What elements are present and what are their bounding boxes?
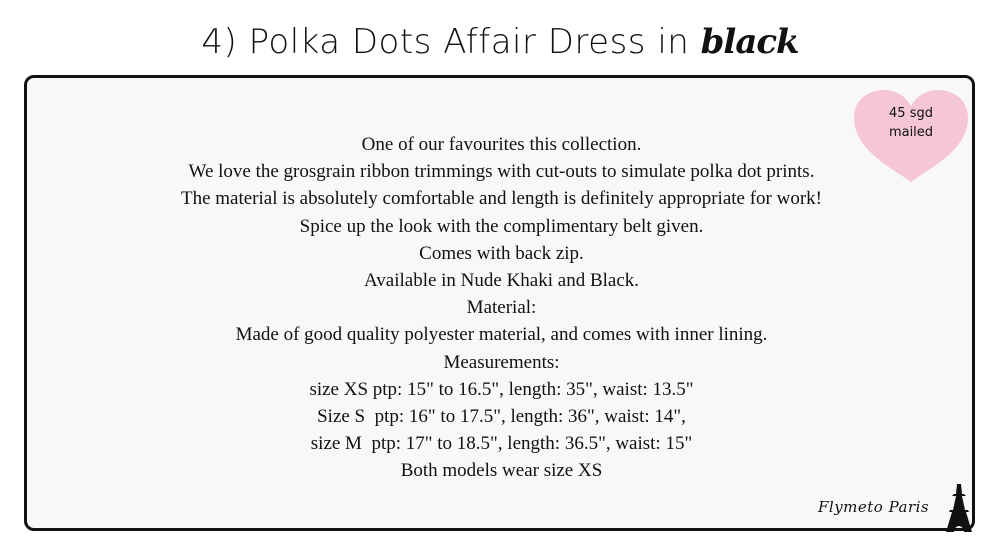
description-line: Material: [466,297,537,319]
description-line: Available in Nude Khaki and Black. [363,270,640,292]
description-line: One of our favourites this collection. [361,134,642,155]
price-value: 45 sgd [889,106,933,121]
title-script-word: black [700,22,799,62]
signature: Flymeto Paris [818,498,930,516]
price-shipping: mailed [888,125,934,140]
page-title [0,22,1000,62]
description-line: Both models wear size XS [400,460,603,482]
description-block [24,131,979,485]
description-line: size M ptp: 17" to 18.5", length: 36.5", waist: 15" [310,433,693,455]
title-text: 4) Polka Dots Affair Dress in [201,22,701,62]
description-line: Size S ptp: 16" to 17.5", length: 36", waist: 14", [317,406,686,428]
description-line: We love the grosgrain ribbon trimmings with cut-outs to simulate polka dot prints. [188,161,815,183]
description-line: Made of good quality polyester material, and comes with inner lining. [235,324,768,346]
description-line: size XS ptp: 15" to 16.5", length: 35", waist: 13.5" [309,378,694,400]
description-line: The material is absolutely comfortable and length is definitely appropriate for work! [180,188,823,210]
description-line: Comes with back zip. [419,242,584,264]
description-line: Spice up the look with the complimentary belt given. [299,215,704,237]
eiffel-tower-icon [944,480,974,532]
description-line: Measurements: [443,351,560,373]
